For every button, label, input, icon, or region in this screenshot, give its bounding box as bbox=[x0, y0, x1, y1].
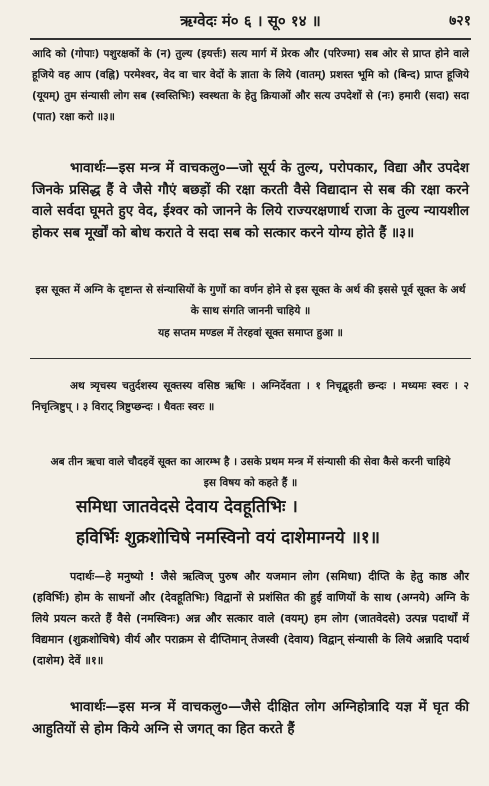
padartha-section bbox=[32, 566, 469, 671]
preface-text: अब तीन ऋचा वाले चौदहवें सूक्त का आरम्भ है । उसके प्रथम मन्त्र में संन्यासी की सेवा कैसे करनी चाहिये इस विषय को कहते हैं ॥ bbox=[50, 456, 451, 489]
header-rule bbox=[30, 38, 471, 40]
section-divider bbox=[30, 358, 471, 359]
intro-text: अथ त्र्यृचस्य चतुर्दशस्य सूक्तस्य वसिष्ठ ऋषिः । अग्निर्देवता । १ निचृद्बृहती छन्दः । मध्यमः स्वरः । २ निचृत्त्रिष्टुप् । ३ विराट् त्रिष्टुप्छन्दः । धैवतः स्वरः ॥ bbox=[32, 380, 469, 413]
sukta-preface bbox=[46, 452, 455, 494]
mantra-verse bbox=[76, 492, 469, 554]
verse-line-1: समिधा जातवेदसे देवाय देवहूतिभिः । bbox=[76, 497, 298, 517]
closing-text: यह सप्तम मण्डल में तेरहवां सूक्त समाप्त हुआ ॥ bbox=[158, 327, 343, 339]
sukta-summary bbox=[32, 280, 469, 322]
summary-text: इस सूक्त में अग्नि के दृष्टान्त से संन्यासियों के गुणों का वर्णन होने से इस सूक्त के अर्थ की इससे पूर्व सूक्त के अर्थ के साथ संगति जाननी चाहिये ॥ bbox=[35, 284, 466, 317]
sukta-closing bbox=[32, 323, 469, 344]
paragraph-text: आदि को (गोपाः) पशुरक्षकों के (न) तुल्य (इयर्त्तः) सत्य मार्ग में प्रेरक और (परिज्मा) सब ओर से प्राप्त होने वाले हूजिये वह आप (वह्नि) परमेश्वर, वेद वा चार वेदों के ज्ञाता के लिये (वातम्) प्रशस्त भूमि को (बिन्द) प्राप्त हूजिये (यूयम्) तुम संन्यासी लोग सब (स्वस्तिभिः) स्वस्थता के हेतु क्रियाओं और सत्य उपदेशों से (नः) हमारी (सदा) सदा (पात) रक्षा करो ॥३॥ bbox=[32, 48, 469, 123]
paragraph-continuation bbox=[32, 44, 469, 128]
verse-line-2: हविर्भिः शुक्रशोचिषे नमस्विनो वयं दाशेमाग्नये ॥१॥ bbox=[76, 528, 380, 548]
running-title: ऋग्वेदः मं० ६ । सू० १४ ॥ bbox=[180, 12, 321, 30]
bhavartha-section-2 bbox=[32, 697, 469, 740]
sukta-intro bbox=[32, 376, 469, 418]
padartha-text: पदार्थः—हे मनुष्यो ! जैसे ऋत्विज् पुरुष और यजमान लोग (समिधा) दीप्ति के हेतु काष्ठ और (हविर्भिः) होम के साधनों और (देवहूतिभिः) विद्वानों से प्रशंसित की हुई वाणियों के साथ (अग्नये) अग्नि के लिये प्रयत्न करते हैं वैसे (नमस्विनः) अन्न और सत्कार वाले (वयम्) हम लोग (जातवेदसे) उत्पन्न पदार्थों में विद्यमान (शुक्रशोचिषे) वीर्य और पराक्रम से दीप्तिमान् तेजस्वी (देवाय) विद्वान् संन्यासी के लिये अन्नादि पदार्थ (दाशेम) देवें ॥१॥ bbox=[32, 570, 469, 667]
bhavartha-section-1 bbox=[32, 158, 469, 244]
page-header bbox=[30, 8, 471, 34]
bhavartha-text: भावार्थः—इस मन्त्र में वाचकलु०—जो सूर्य के तुल्य, परोपकार, विद्या और उपदेश जिनके प्रसिद्ध हैं वे जैसे गौएं बछड़ों की रक्षा करती वैसे विद्यादान से सब की रक्षा करने वाले सर्वदा घूमते हुए वेद, ईश्वर को जानने के लिये राज्यरक्षणार्थ राजा के तुल्य न्यायशील होकर सब मूर्खों को बोध कराते वे सदा सब को सत्कार करने योग्य होते हैं ॥३॥ bbox=[32, 160, 469, 241]
bhavartha-text: भावार्थः—इस मन्त्र में वाचकलु०—जैसे दीक्षित लोग अग्निहोत्रादि यज्ञ में घृत की आहुतियों से होम किये अग्नि से जगत् का हित करते हैं bbox=[32, 699, 469, 737]
page-number: ७२१ bbox=[449, 13, 471, 29]
